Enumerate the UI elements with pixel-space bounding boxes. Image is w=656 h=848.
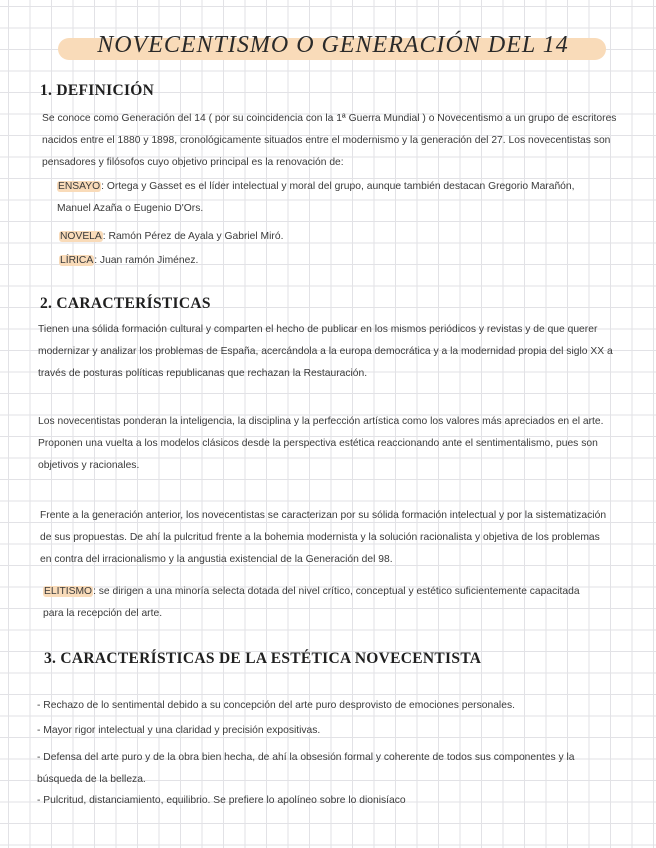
label-novela: NOVELA (60, 231, 102, 242)
label-lirica: LÍRICA (60, 255, 94, 266)
estetica-item: - Rechazo de lo sentimental debido a su concepción del arte puro desprovisto de emociones personales. (37, 700, 515, 711)
caracteristicas-paragraph-1: Tienen una sólida formación cultural y comparten el hecho de publicar en los mismos periódicos y revistas y de que querer modernizar y analizar los problemas de España, acercándola a la europa democrática y a la modernidad propia del siglo XX a través de posturas políticas republicanas que rechazan la Restauración. (38, 324, 613, 379)
caracteristicas-paragraph-2: Los novecentistas ponderan la inteligencia, la disciplina y la perfección artística como los valores más apreciados en el arte. Proponen una vuelta a los modelos clásicos desde la perspectiva estética reaccionando ante el sentimentalismo, pues son objetivos y racionales. (38, 416, 604, 471)
page-title: NOVECENTISMO O GENERACIÓN DEL 14 (97, 32, 569, 58)
estetica-item: - Mayor rigor intelectual y una claridad y precisión expositivas. (37, 725, 321, 736)
text-novela: : Ramón Pérez de Ayala y Gabriel Miró. (102, 231, 284, 242)
genre-ensayo (57, 176, 602, 220)
estetica-item: - Pulcritud, distanciamiento, equilibrio. Se prefiere lo apolíneo sobre lo dionisíaco (37, 795, 406, 806)
section-heading-estetica: 3. CARACTERÍSTICAS DE LA ESTÉTICA NOVECENTISTA (44, 650, 482, 667)
caracteristicas-paragraph-3: Frente a la generación anterior, los novecentistas se caracterizan por su sólida formación intelectual y por la sistematización de sus propuestas. De ahí la pulcritud frente a la bohemia modernista y la solución racionalista y objetiva de los problemas en contra del irracionalismo y la angustia existencial de la Generación del 98. (40, 510, 607, 565)
label-elitismo: ELITISMO (44, 586, 93, 597)
elitismo-paragraph (43, 581, 588, 625)
estetica-item: - Defensa del arte puro y de la obra bien hecha, de ahí la obsesión formal y coherente de todos sus componentes y la búsqueda de la belleza. (37, 752, 575, 785)
title-banner (58, 32, 608, 64)
genre-novela (59, 226, 604, 248)
label-ensayo: ENSAYO (58, 181, 101, 192)
text-lirica: : Juan ramón Jiménez. (94, 255, 199, 266)
section-heading-definicion: 1. DEFINICIÓN (40, 82, 155, 99)
section-heading-caracteristicas: 2. CARACTERÍSTICAS (40, 295, 211, 312)
definicion-paragraph: Se conoce como Generación del 14 ( por su coincidencia con la 1ª Guerra Mundial ) o Novecentismo a un grupo de escritores nacidos entre el 1880 y 1898, cronológicamente situados entre el modernismo y la generación del 27. Los novecentistas son pensadores y filósofos cuyo objetivo principal es la renovación de: (42, 113, 617, 168)
text-elitismo: : se dirigen a una minoría selecta dotada del nivel crítico, conceptual y estético suficientemente capacitada para la recepción del arte. (43, 586, 580, 619)
genre-lirica (59, 250, 604, 272)
text-ensayo: : Ortega y Gasset es el líder intelectual y moral del grupo, aunque también destacan Gregorio Marañón, Manuel Azaña o Eugenio D'Ors. (57, 181, 575, 214)
